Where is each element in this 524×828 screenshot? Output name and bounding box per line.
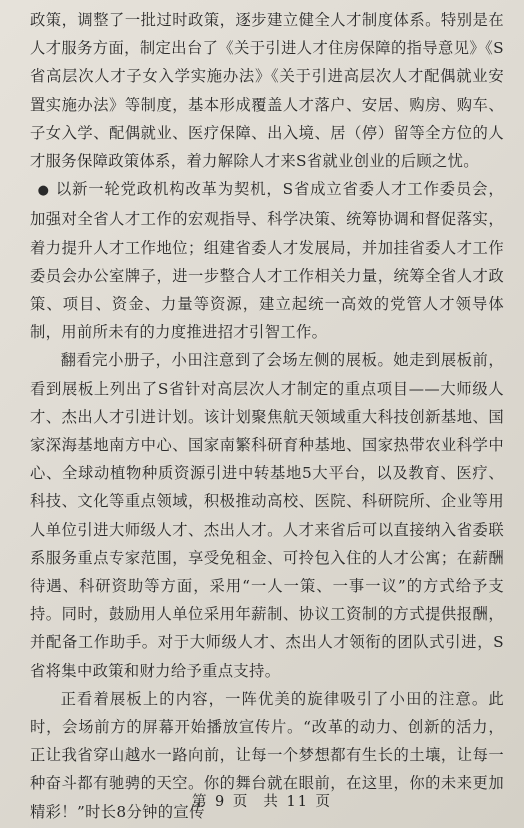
page-total: 共 11 页 <box>263 794 333 810</box>
paragraph-exhibition-board: 翻看完小册子，小田注意到了会场左侧的展板。她走到展板前，看到展板上列出了S省针对高层次人才制定的重点项目——大师级人才、杰出人才引进计划。该计划聚焦航天领域重大科技创新基地、国家深海基地南方中心、国家南繁科研育种基地、国家热带农业科学中心、全球动植物种质资源引进中转基地5大平台，以及教育、医疗、科技、文化等重点领域，积极推动高校、医院、科研院所、企业等用人单位引进大师级人才、杰出人才。人才来省后可以直接纳入省委联系服务重点专家范围，享受免租金、可拎包入住的人才公寓；在薪酬待遇、科研资助等方面，采用“一人一策、一事一议”的方式给予支持。同时，鼓励用人单位采用年薪制、协议工资制的方式提供报酬，并配备工作助手。对于大师级人才、杰出人才领衔的团队式引进，S省将集中政策和财力给予重点支持。 <box>30 351 504 680</box>
page-footer <box>0 790 524 811</box>
paragraph-talent-service-policies: 政策，调整了一批过时政策，逐步建立健全人才制度体系。特别是在人才服务方面，制定出台了《关于引进人才住房保障的指导意见》《S省高层次人才子女入学实施办法》《关于引进高层次人才配偶就业安置实施办法》等制度，基本形成覆盖人才落户、安居、购房、购车、子女入学、配偶就业、医疗保障、出入境、居（停）留等全方位的人才服务保障政策体系，着力解除人才来S省就业创业的后顾之忧。 <box>30 11 504 171</box>
bullet-paragraph-text: 以新一轮党政机构改革为契机，S省成立省委人才工作委员会，加强对全省人才工作的宏观指导、科学决策、统筹协调和督促落实，着力提升人才工作地位；组建省委人才发展局，并加挂省委人才工作委员会办公室牌子，进一步整合人才工作相关力量，统筹全省人才政策、项目、资金、力量等资源，建立起统一高效的党管人才领导体制，用前所未有的力度推进招才引智工作。 <box>30 180 504 342</box>
bullet-paragraph-institution-reform <box>30 175 504 346</box>
bullet-icon: ● <box>37 183 50 199</box>
page-number: 第 9 页 <box>191 794 250 810</box>
paragraph-promo-video: 正看着展板上的内容，一阵优美的旋律吸引了小田的注意。此时，会场前方的屏幕开始播放宣传片。“改革的动力、创新的活力，正让我省穿山越水一路向前，让每一个梦想都有生长的土壤，让每一种奋斗都有驰骋的天空。你的舞台就在眼前，在这里，你的未来更加精彩！”时长8分钟的宣传 <box>30 689 504 821</box>
